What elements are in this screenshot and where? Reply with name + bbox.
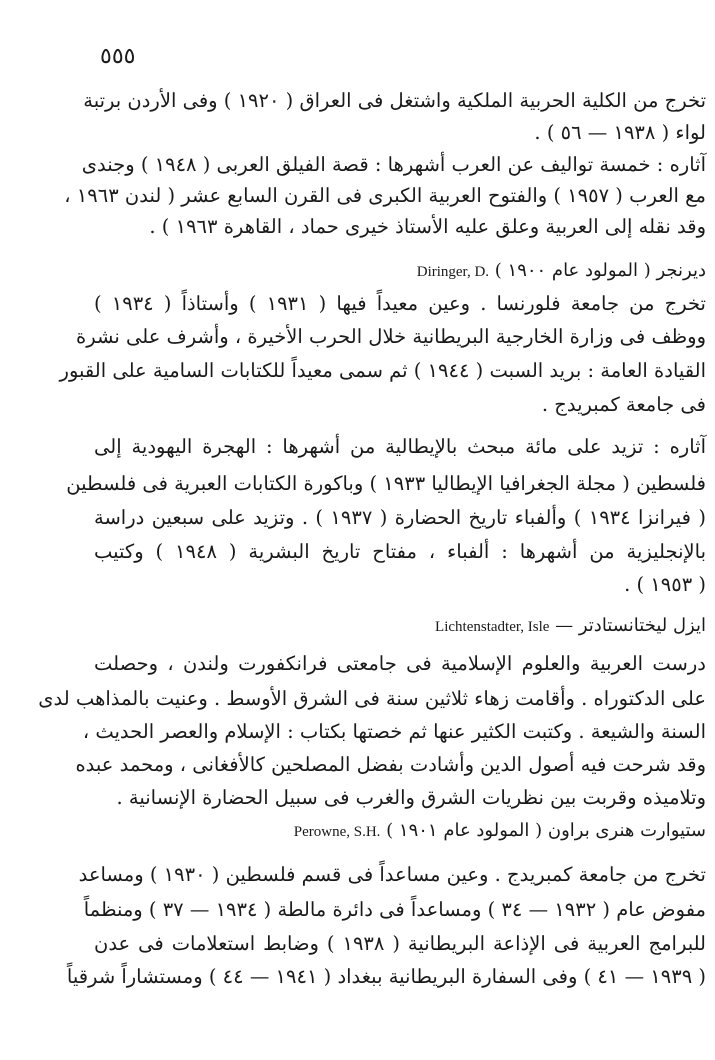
text-line: مفوض عام ( ١٩٣٢ — ٣٤ ) ومساعداً فى دائرة مالطة ( ١٩٣٤ — ٣٧ ) ومنظماً xyxy=(83,898,706,921)
heading-arabic: ايزل ليختانستادتر — xyxy=(555,615,706,636)
text-line: آثاره : خمسة تواليف عن العرب أشهرها : قصة الفيلق العربى ( ١٩٤٨ ) وجندى xyxy=(81,153,706,176)
text-line: لواء ( ١٩٣٨ — ٥٦ ) . xyxy=(534,121,706,144)
text-line: القيادة العامة : بريد السبت ( ١٩٤٤ ) ثم سمى معيداً للكتابات السامية على القبور xyxy=(59,359,706,382)
heading-arabic: ديرنجر ( المولود عام ١٩٠٠ ) xyxy=(494,260,706,281)
text-line: للبرامج العربية فى الإذاعة البريطانية ( ١٩٣٨ ) وضابط استعلامات فى عدن xyxy=(94,932,706,955)
text-line: وقد نقله إلى العربية وعلق عليه الأستاذ خيرى حماد ، القاهرة ١٩٦٣ ) . xyxy=(149,215,706,238)
text-line: ووظف فى وزارة الخارجية البريطانية خلال الحرب الأخيرة ، وأشرف على نشرة xyxy=(76,325,706,348)
text-line: تخرج من جامعة كمبريدج . وعين مساعداً فى قسم فلسطين ( ١٩٣٠ ) ومساعد xyxy=(78,863,706,886)
text-line: وقد شرحت فيه أصول الدين وأشادت بفضل المصلحين كالأفغانى ، ومحمد عبده xyxy=(75,753,706,776)
entry-heading-lichtenstadter xyxy=(94,611,706,641)
page-number: ٥٥٥ xyxy=(100,44,136,69)
text-line: ( فيرانزا ١٩٣٤ ) وألفباء تاريخ الحضارة ( ١٩٣٧ ) . وتزيد على سبعين دراسة xyxy=(94,506,706,529)
entry-heading-perowne xyxy=(94,816,706,846)
text-line: مع العرب ( ١٩٥٧ ) والفتوح العربية الكبرى فى القرن السابع عشر ( لندن ١٩٦٣ ، xyxy=(64,184,706,207)
text-line: آثاره : تزيد على مائة مبحث بالإيطالية من أشهرها : الهجرة اليهودية إلى xyxy=(94,435,706,458)
text-line: درست العربية والعلوم الإسلامية فى جامعتى فرانكفورت ولندن ، وحصلت xyxy=(94,652,706,675)
text-line: فى جامعة كمبريدج . xyxy=(541,393,706,416)
text-line: ( ١٩٥٣ ) . xyxy=(624,573,706,596)
text-line: تخرج من جامعة فلورنسا . وعين معيداً فيها ( ١٩٣١ ) وأستاذاً ( ١٩٣٤ ) xyxy=(94,292,706,315)
text-line: فلسطين ( مجلة الجغرافيا الإيطاليا ١٩٣٣ ) وباكورة الكتابات العبرية فى فلسطين xyxy=(66,472,706,495)
heading-latin-name: Diringer, D. xyxy=(416,264,490,280)
entry-heading-diringer xyxy=(94,256,706,286)
text-line: السنة والشيعة . وكتبت الكثير عنها ثم خصتها بكتاب : الإسلام والعصر الحديث ، xyxy=(82,720,706,743)
text-line: على الدكتوراه . وأقامت زهاء ثلاثين سنة فى الشرق الأوسط . وعنيت بالمذاهب لدى xyxy=(38,687,706,710)
text-line: وتلاميذه وقربت بين نظريات الشرق والغرب فى سبيل الحضارة الإنسانية . xyxy=(116,786,706,809)
heading-latin-name: Lichtenstadter, Isle xyxy=(435,619,550,635)
text-line: ( ١٩٣٩ — ٤١ ) وفى السفارة البريطانية ببغداد ( ١٩٤١ — ٤٤ ) ومستشاراً شرقياً xyxy=(66,965,706,988)
heading-latin-name: Perowne, S.H. xyxy=(293,824,381,840)
heading-arabic: ستيوارت هنرى براون ( المولود عام ١٩٠١ ) xyxy=(386,820,706,841)
text-line: بالإنجليزية من أشهرها : ألفباء ، مفتاح تاريخ البشرية ( ١٩٤٨ ) وكتيب xyxy=(94,540,707,563)
text-line: تخرج من الكلية الحربية الملكية واشتغل فى العراق ( ١٩٢٠ ) وفى الأردن برتبة xyxy=(83,89,706,112)
